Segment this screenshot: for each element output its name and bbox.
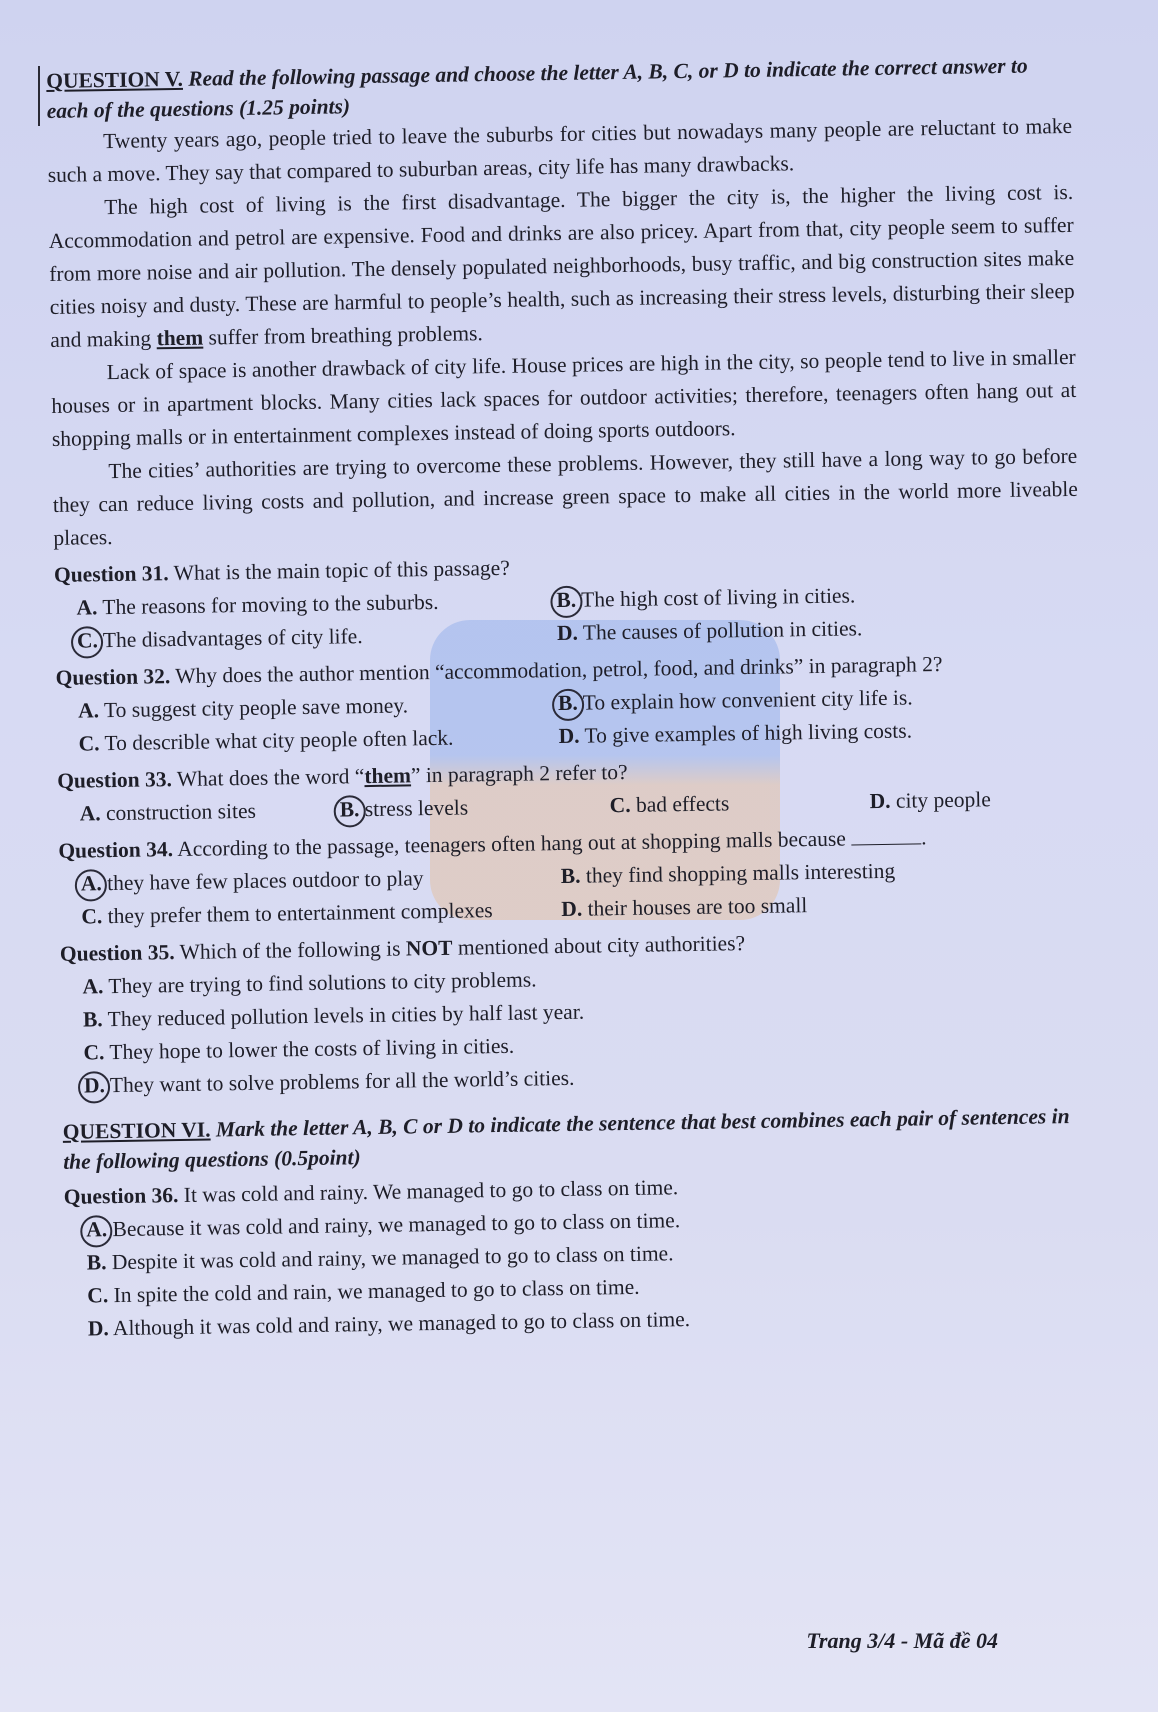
q32-text-a: To suggest city people save money. (103, 693, 409, 723)
p2-text-before: The high cost of living is the first disadvantage. The bigger the city is, the higher the living cost is. Accommodation and petrol are expensive. Food and drinks are also pricey. Apart from that, city people seem to suffer from more noise and air pollution. The densely populated neighborhoods, busy traffic, and big construction sites make cities noisy and dusty. These are harmful to people’s health, such as increasing their stress levels, disturbing their sleep and making (48, 179, 1075, 352)
question-34-label: Question 34. (58, 837, 174, 863)
q32-text-b: To explain how convenient city life is. (582, 685, 913, 715)
q31-letter-a: A. (76, 595, 98, 620)
q34-text-c: they prefer them to entertainment complexes (107, 898, 493, 929)
q33-text-d: city people (895, 787, 992, 813)
question-32-label: Question 32. (55, 664, 171, 690)
q31-text-d: The causes of pollution in cities. (582, 616, 863, 645)
question-31-text: What is the main topic of this passage? (173, 555, 510, 586)
question-36 (64, 1165, 1091, 1346)
page-content (46, 50, 1091, 1346)
q35-letter-b: B. (82, 1007, 103, 1032)
q35-text-b: They reduced pollution levels in cities by half last year. (107, 999, 585, 1032)
q32-text-c: To describle what city people often lack. (104, 725, 454, 756)
q34-letter-c: C. (81, 904, 103, 929)
question-34-end: . (920, 825, 927, 850)
q36-text-d: Although it was cold and rainy, we managed to go to class on time. (112, 1307, 691, 1341)
q31-letter-b-circled: B. (556, 584, 576, 617)
q33-letter-b-circled: B. (339, 793, 359, 826)
q31-letter-c-circled: C. (77, 624, 98, 657)
q32-letter-a: A. (77, 698, 100, 723)
answer-blank (851, 823, 921, 845)
margin-line (38, 66, 40, 126)
q31-text-a: The reasons for moving to the suburbs. (102, 589, 439, 620)
question-33 (57, 749, 1083, 831)
q32-text-d: To give examples of high living costs. (584, 718, 913, 748)
q36-letter-a-circled: A. (86, 1213, 107, 1246)
q33-text-a: construction sites (105, 798, 257, 826)
q33-option-c[interactable] (609, 785, 859, 822)
question-36-options (64, 1198, 1091, 1346)
q33-letter-d: D. (869, 788, 891, 814)
question-35 (60, 922, 1087, 1103)
section-6-label: QUESTION VI. (62, 1117, 211, 1144)
page-footer: Trang 3/4 - Mã đề 04 (806, 1628, 998, 1653)
passage-paragraph-2 (48, 176, 1075, 357)
q34-option-d[interactable] (561, 885, 1081, 926)
q35-text-a: They are trying to find solutions to city problems. (108, 967, 537, 999)
question-31-label: Question 31. (53, 561, 169, 587)
q33-option-b[interactable] (339, 789, 599, 826)
q32-option-d[interactable] (558, 712, 1078, 753)
q36-text-c: In spite the cold and rain, we managed to go to class on time. (113, 1274, 640, 1308)
q32-letter-b-circled: B. (558, 687, 578, 720)
q34-text-b: they find shopping malls interesting (585, 858, 896, 888)
question-36-text: It was cold and rainy. We managed to go to class on time. (183, 1175, 679, 1207)
question-35-text-before: Which of the following is (179, 936, 407, 965)
q33-text-c: bad effects (635, 791, 730, 817)
question-33-text-before: What does the word “ (176, 764, 365, 792)
q33-text-b: stress levels (364, 795, 469, 822)
q31-text-c: The disadvantages of city life. (102, 624, 363, 653)
question-35-options (60, 955, 1087, 1103)
q31-text-b: The high cost of living in cities. (580, 583, 856, 612)
q33-letter-c: C. (609, 792, 631, 818)
q35-letter-d-circled: D. (84, 1069, 105, 1102)
q36-text-a: Because it was cold and rainy, we managed to go to class on time. (112, 1208, 681, 1242)
question-31-options (54, 576, 1080, 658)
underlined-word-them: them (156, 325, 204, 351)
q31-option-d[interactable] (557, 609, 1077, 650)
q35-text-c: They hope to lower the costs of living in cities. (109, 1033, 515, 1065)
q36-letter-b: B. (86, 1250, 107, 1275)
question-35-text-after: mentioned about city authorities? (452, 931, 746, 960)
passage-paragraph-3: Lack of space is another drawback of city life. House prices are high in the city, so people tend to live in smaller houses or in apartment blocks. Many cities lack spaces for outdoor activities; therefore, teenagers often hang out at shopping malls or in entertainment complexes instead of doing sports outdoors. (51, 344, 1077, 451)
q33-option-a[interactable] (79, 794, 329, 831)
question-33-label: Question 33. (57, 767, 173, 793)
question-35-not: NOT (405, 935, 453, 961)
section-6-instruction: Mark the letter A, B, C or D to indicate the sentence that best combines each pair of sentences in the following questions (0.5point) (63, 1104, 1070, 1174)
question-34-text: According to the passage, teenagers often hang out at shopping malls because (177, 826, 846, 862)
section-6-heading (63, 1101, 1089, 1177)
question-36-label: Question 36. (63, 1183, 179, 1209)
q34-letter-d: D. (561, 896, 583, 922)
question-33-text-after: ” in paragraph 2 refer to? (410, 759, 628, 788)
q32-option-c[interactable] (78, 720, 548, 760)
question-32-options (56, 679, 1082, 761)
q35-letter-c: C. (83, 1040, 105, 1065)
question-32 (55, 646, 1081, 761)
q34-letter-b: B. (560, 863, 581, 889)
q32-letter-d: D. (558, 723, 580, 749)
q35-letter-a: A. (82, 974, 104, 999)
q31-letter-d: D. (556, 620, 579, 646)
q34-letter-a-circled: A. (81, 867, 102, 900)
question-34 (58, 819, 1084, 934)
q32-letter-c: C. (78, 731, 100, 756)
question-35-label: Question 35. (59, 940, 175, 966)
q36-letter-d: D. (87, 1316, 109, 1341)
question-33-word: them (364, 763, 412, 789)
question-34-options (59, 852, 1085, 934)
q31-option-c[interactable] (77, 617, 547, 657)
q33-option-d[interactable] (869, 781, 1109, 818)
q36-text-b: Despite it was cold and rainy, we managed to go to class on time. (111, 1241, 674, 1275)
passage-paragraph-4: The cities’ authorities are trying to overcome these problems. However, they still have a long way to go before they can reduce living costs and pollution, and increase green space to make all cities in the world more liveable places. (52, 443, 1078, 550)
q33-letter-a: A. (79, 801, 101, 826)
p2-text-after: suffer from breathing problems. (202, 321, 483, 350)
q34-text-a: they have few places outdoor to play (106, 866, 424, 896)
section-5-instruction: Read the following passage and choose the letter A, B, C, or D to indicate the correct answer to each of the questions (1.25 points) (46, 53, 1028, 123)
q35-text-d: They want to solve problems for all the world’s cities. (109, 1065, 575, 1098)
section-5-label: QUESTION V. (46, 66, 184, 93)
q36-letter-c: C. (87, 1283, 109, 1308)
passage-paragraph-1: Twenty years ago, people tried to leave the suburbs for cities but nowadays many people are reluctant to make such a move. They say that compared to suburban areas, city life has many drawbacks. (47, 113, 1073, 187)
question-32-text: Why does the author mention “accommodation, petrol, food, and drinks” in paragraph 2? (175, 651, 943, 689)
question-31 (54, 543, 1080, 658)
q34-text-d: their houses are too small (587, 893, 808, 921)
q34-option-c[interactable] (81, 893, 551, 933)
